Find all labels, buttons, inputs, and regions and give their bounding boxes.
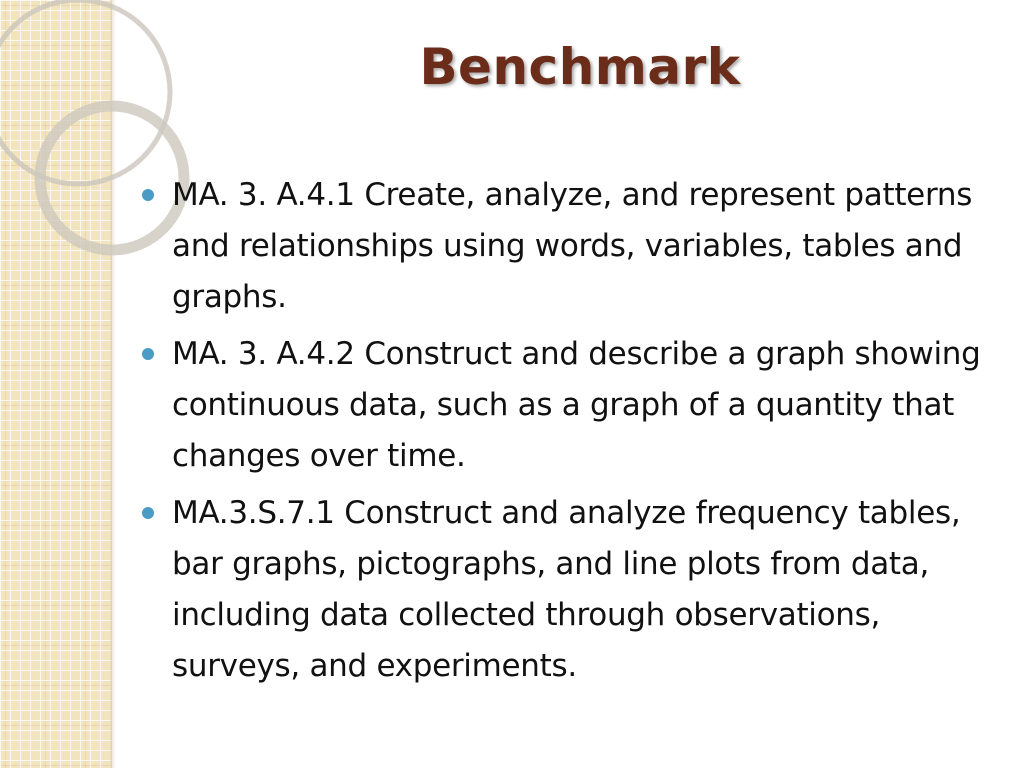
bullet-dot-icon [142, 348, 154, 360]
bullet-text: MA.3.S.7.1 Construct and analyze frequency tables, bar graphs, pictographs, and line plots from data, including data collected through observations, surveys, and experiments. [172, 495, 961, 684]
decorative-ring-upper [0, 0, 170, 184]
bullet-dot-icon [142, 189, 154, 201]
bullet-item-1 [142, 170, 1002, 323]
bullet-list [142, 170, 1002, 698]
bullet-item-3 [142, 488, 1002, 692]
slide-title: Benchmark [419, 38, 741, 96]
bullet-text: MA. 3. A.4.2 Construct and describe a graph showing continuous data, such as a graph of a quantity that changes over time. [172, 336, 981, 474]
bullet-item-2 [142, 329, 1002, 482]
bullet-text: MA. 3. A.4.1 Create, analyze, and represent patterns and relationships using words, variables, tables and graphs. [172, 177, 973, 315]
bullet-dot-icon [142, 507, 154, 519]
decorative-rings [0, 0, 160, 260]
